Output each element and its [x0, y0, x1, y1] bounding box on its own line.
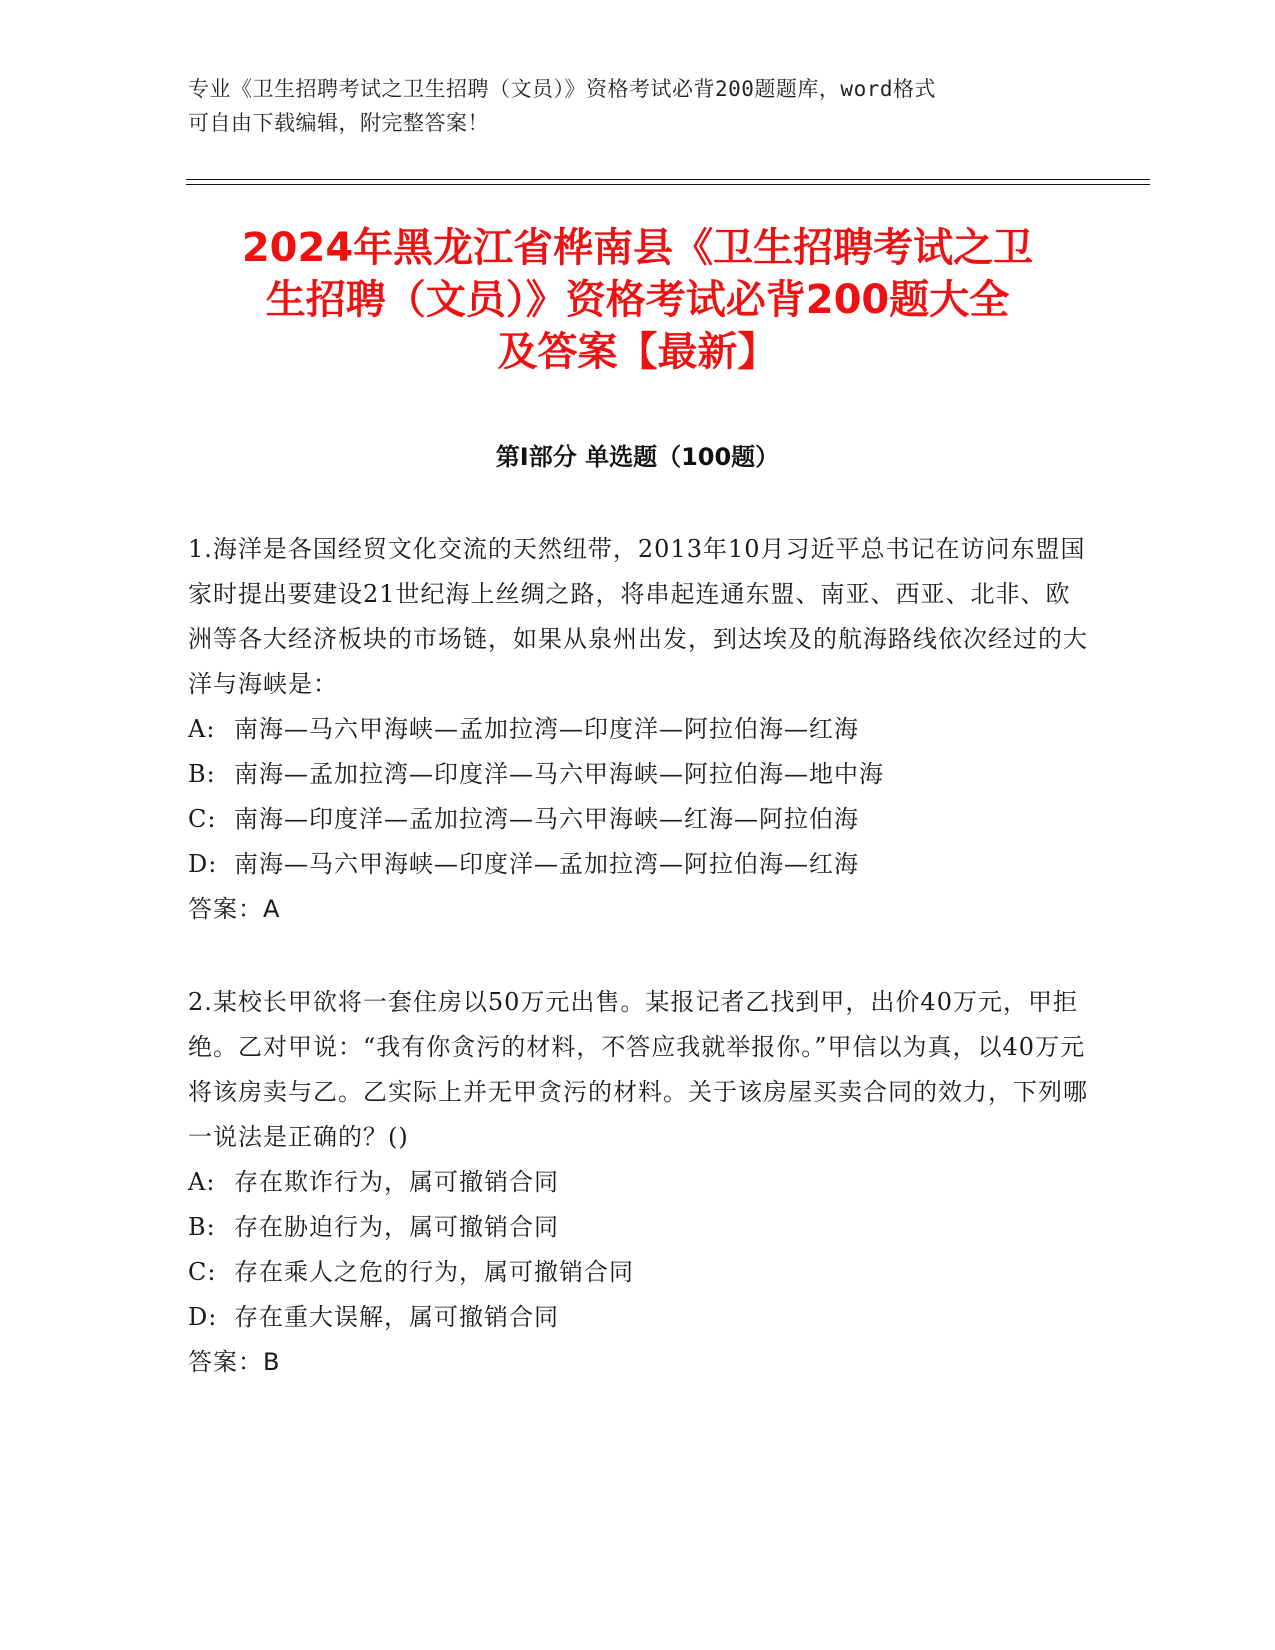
header-note-line-1: 专业《卫生招聘考试之卫生招聘（文员）》资格考试必背200题题库，word格式	[188, 77, 936, 101]
title-line-3: 及答案【最新】	[497, 329, 778, 375]
option-b	[188, 1205, 1088, 1250]
header-divider-bottom	[186, 184, 1150, 185]
option-key: A:	[188, 1168, 216, 1196]
option-d	[188, 1295, 1088, 1340]
option-key: A:	[188, 715, 216, 743]
answer-line: 答案：B	[188, 1348, 281, 1376]
header-note	[188, 72, 1088, 140]
option-text: 存在乘人之危的行为，属可撤销合同	[234, 1258, 634, 1286]
title-line-1: 2024年黑龙江省桦南县《卫生招聘考试之卫	[241, 225, 1034, 271]
answer-line: 答案：A	[188, 895, 281, 923]
document-title	[150, 222, 1125, 378]
question-2	[188, 980, 1088, 1385]
section-title: 第I部分 单选题（100题）	[495, 443, 780, 471]
option-text: 南海—孟加拉湾—印度洋—马六甲海峡—阿拉伯海—地中海	[234, 760, 884, 788]
question-1	[188, 527, 1088, 932]
option-key: C:	[188, 805, 217, 833]
option-text: 南海—印度洋—孟加拉湾—马六甲海峡—红海—阿拉伯海	[234, 805, 859, 833]
question-text: 2.某校长甲欲将一套住房以50万元出售。某报记者乙找到甲，出价40万元，甲拒绝。乙对甲说：“我有你贪污的材料，不答应我就举报你。”甲信以为真，以40万元将该房卖与乙。乙实际上并无甲贪污的材料。关于该房屋买卖合同的效力，下列哪一说法是正确的？()	[188, 988, 1088, 1151]
option-c	[188, 1250, 1088, 1295]
option-text: 存在重大误解，属可撤销合同	[234, 1303, 559, 1331]
title-line-2: 生招聘（文员）》资格考试必背200题大全	[265, 277, 1010, 323]
option-b	[188, 752, 1088, 797]
option-text: 存在胁迫行为，属可撤销合同	[234, 1213, 559, 1241]
question-text: 1.海洋是各国经贸文化交流的天然纽带，2013年10月习近平总书记在访问东盟国家时提出要建设21世纪海上丝绸之路，将串起连通东盟、南亚、西亚、北非、欧洲等各大经济板块的市场链，如果从泉州出发，到达埃及的航海路线依次经过的大洋与海峡是：	[188, 535, 1088, 698]
option-d	[188, 842, 1088, 887]
option-key: D:	[188, 1303, 218, 1331]
option-text: 存在欺诈行为，属可撤销合同	[234, 1168, 559, 1196]
option-key: B:	[188, 760, 216, 788]
option-c	[188, 797, 1088, 842]
header-note-line-2: 可自由下载编辑，附完整答案！	[188, 111, 489, 135]
header-divider-top	[186, 179, 1150, 180]
option-a	[188, 1160, 1088, 1205]
option-key: C:	[188, 1258, 217, 1286]
option-text: 南海—马六甲海峡—印度洋—孟加拉湾—阿拉伯海—红海	[234, 850, 859, 878]
option-key: D:	[188, 850, 218, 878]
option-text: 南海—马六甲海峡—孟加拉湾—印度洋—阿拉伯海—红海	[234, 715, 859, 743]
option-a	[188, 707, 1088, 752]
option-key: B:	[188, 1213, 216, 1241]
